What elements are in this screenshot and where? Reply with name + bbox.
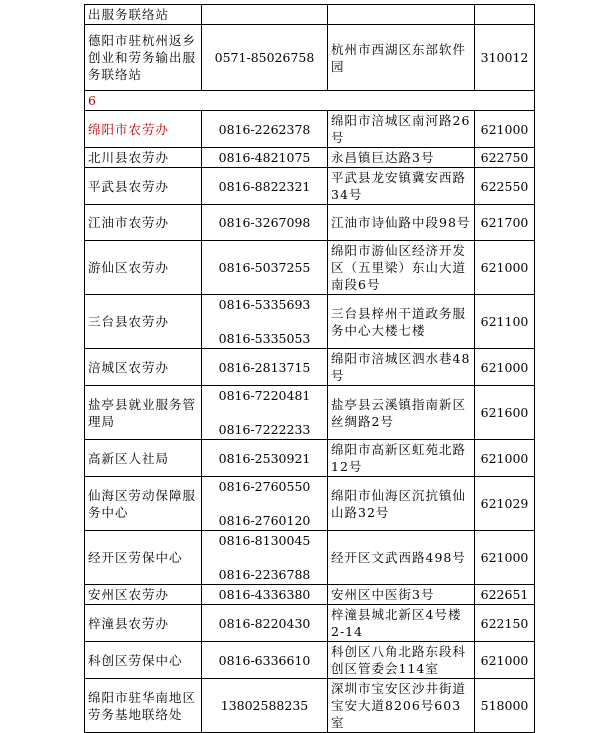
office-name: 北川县农劳办 xyxy=(85,148,202,168)
postal-code: 622550 xyxy=(475,168,535,205)
address: 经开区文武西路498号 xyxy=(328,531,475,585)
phone-number: 0816-2760550 xyxy=(218,479,311,494)
postal-code: 518000 xyxy=(475,679,535,733)
postal-code: 621100 xyxy=(475,295,535,349)
postal-code xyxy=(475,5,535,25)
postal-code: 622651 xyxy=(475,585,535,605)
address: 绵阳市涪城区泗水巷48号 xyxy=(328,349,475,386)
table-row xyxy=(85,349,535,386)
postal-code: 621029 xyxy=(475,477,535,531)
office-name: 平武县农劳办 xyxy=(85,168,202,205)
office-name: 绵阳市驻华南地区劳务基地联络处 xyxy=(85,679,202,733)
office-name: 江油市农劳办 xyxy=(85,205,202,241)
address: 杭州市西湖区东部软件园 xyxy=(328,25,475,91)
phone-number: 0816-8130045 xyxy=(218,533,311,548)
phone-number: 13802588235 xyxy=(220,698,309,713)
office-name: 三台县农劳办 xyxy=(85,295,202,349)
phone-number: 0816-4821075 xyxy=(218,150,311,165)
section-number: 6 xyxy=(85,91,535,111)
phone-cell xyxy=(202,25,328,91)
phone-cell xyxy=(202,349,328,386)
office-name: 安州区农劳办 xyxy=(85,585,202,605)
phone-cell xyxy=(202,295,328,349)
office-name: 高新区人社局 xyxy=(85,440,202,477)
postal-code: 621000 xyxy=(475,531,535,585)
table-row xyxy=(85,205,535,241)
phone-cell xyxy=(202,605,328,642)
table-row xyxy=(85,5,535,25)
office-name: 游仙区农劳办 xyxy=(85,241,202,295)
phone-number: 0816-2760120 xyxy=(218,513,311,528)
phone-number: 0816-8822321 xyxy=(218,178,311,194)
phone-cell xyxy=(202,5,328,25)
phone-cell xyxy=(202,111,328,148)
phone-cell xyxy=(202,168,328,205)
table-row xyxy=(85,605,535,642)
office-name: 经开区劳保中心 xyxy=(85,531,202,585)
postal-code: 622750 xyxy=(475,148,535,168)
postal-code: 621000 xyxy=(475,642,535,679)
postal-code: 621600 xyxy=(475,386,535,440)
postal-code: 621000 xyxy=(475,349,535,386)
phone-number: 0816-7222233 xyxy=(218,422,311,437)
phone-number: 0816-6336610 xyxy=(218,652,311,668)
table-row xyxy=(85,386,535,440)
phone-cell xyxy=(202,386,328,440)
address: 盐亭县云溪镇指南新区丝绸路2号 xyxy=(328,386,475,440)
address: 科创区八角北路东段科创区管委会114室 xyxy=(328,642,475,679)
office-name: 德阳市驻杭州返乡创业和劳务输出服务联络站 xyxy=(85,25,202,91)
table-row xyxy=(85,531,535,585)
postal-code: 621700 xyxy=(475,205,535,241)
phone-cell xyxy=(202,148,328,168)
address: 绵阳市游仙区经济开发区（五里梁）东山大道南段6号 xyxy=(328,241,475,295)
table-row xyxy=(85,440,535,477)
postal-code: 310012 xyxy=(475,25,535,91)
phone-cell xyxy=(202,477,328,531)
phone-number: 0816-5335053 xyxy=(218,331,311,346)
phone-number: 0816-4336380 xyxy=(218,587,311,602)
office-name: 仙海区劳动保障服务中心 xyxy=(85,477,202,531)
phone-cell xyxy=(202,642,328,679)
phone-cell xyxy=(202,585,328,605)
phone-number: 0816-2530921 xyxy=(218,450,311,466)
section-row xyxy=(85,91,535,111)
table-row xyxy=(85,25,535,91)
office-name: 科创区劳保中心 xyxy=(85,642,202,679)
office-name: 梓潼县农劳办 xyxy=(85,605,202,642)
contact-table xyxy=(84,4,535,733)
address: 平武县龙安镇冀安西路34号 xyxy=(328,168,475,205)
phone-cell xyxy=(202,440,328,477)
postal-code: 622150 xyxy=(475,605,535,642)
address: 梓潼县城北新区4号楼2-14 xyxy=(328,605,475,642)
office-name: 盐亭县就业服务管理局 xyxy=(85,386,202,440)
office-name: 绵阳市农劳办 xyxy=(85,111,202,148)
phone-number: 0816-8220430 xyxy=(218,615,311,631)
phone-number: 0571-85026758 xyxy=(214,50,315,65)
address: 深圳市宝安区沙井街道宝安大道8206号603室 xyxy=(328,679,475,733)
postal-code: 621000 xyxy=(475,440,535,477)
phone-number: 0816-7220481 xyxy=(218,388,311,403)
address: 绵阳市仙海区沉抗镇仙山路32号 xyxy=(328,477,475,531)
address: 三台县梓州干道政务服务中心大楼七楼 xyxy=(328,295,475,349)
table-row xyxy=(85,111,535,148)
phone-cell xyxy=(202,205,328,241)
phone-cell xyxy=(202,241,328,295)
address: 绵阳市高新区虹苑北路12号 xyxy=(328,440,475,477)
postal-code: 621000 xyxy=(475,241,535,295)
table-row xyxy=(85,477,535,531)
table-row xyxy=(85,585,535,605)
office-name: 出服务联络站 xyxy=(85,5,202,25)
phone-number: 0816-5037255 xyxy=(218,260,311,275)
phone-number: 0816-3267098 xyxy=(218,215,311,230)
address: 安州区中医街3号 xyxy=(328,585,475,605)
address: 绵阳市涪城区南河路26号 xyxy=(328,111,475,148)
phone-number: 0816-2813715 xyxy=(218,359,311,375)
office-name: 涪城区农劳办 xyxy=(85,349,202,386)
phone-number: 0816-2236788 xyxy=(218,567,311,582)
table-row xyxy=(85,642,535,679)
table-row xyxy=(85,168,535,205)
phone-number: 0816-5335693 xyxy=(218,297,311,312)
address: 永昌镇巨达路3号 xyxy=(328,148,475,168)
postal-code: 621000 xyxy=(475,111,535,148)
address xyxy=(328,5,475,25)
table-row xyxy=(85,241,535,295)
phone-cell xyxy=(202,531,328,585)
table-row xyxy=(85,679,535,733)
table-row xyxy=(85,148,535,168)
phone-cell xyxy=(202,679,328,733)
phone-number: 0816-2262378 xyxy=(218,121,311,137)
table-row xyxy=(85,295,535,349)
address: 江油市诗仙路中段98号 xyxy=(328,205,475,241)
